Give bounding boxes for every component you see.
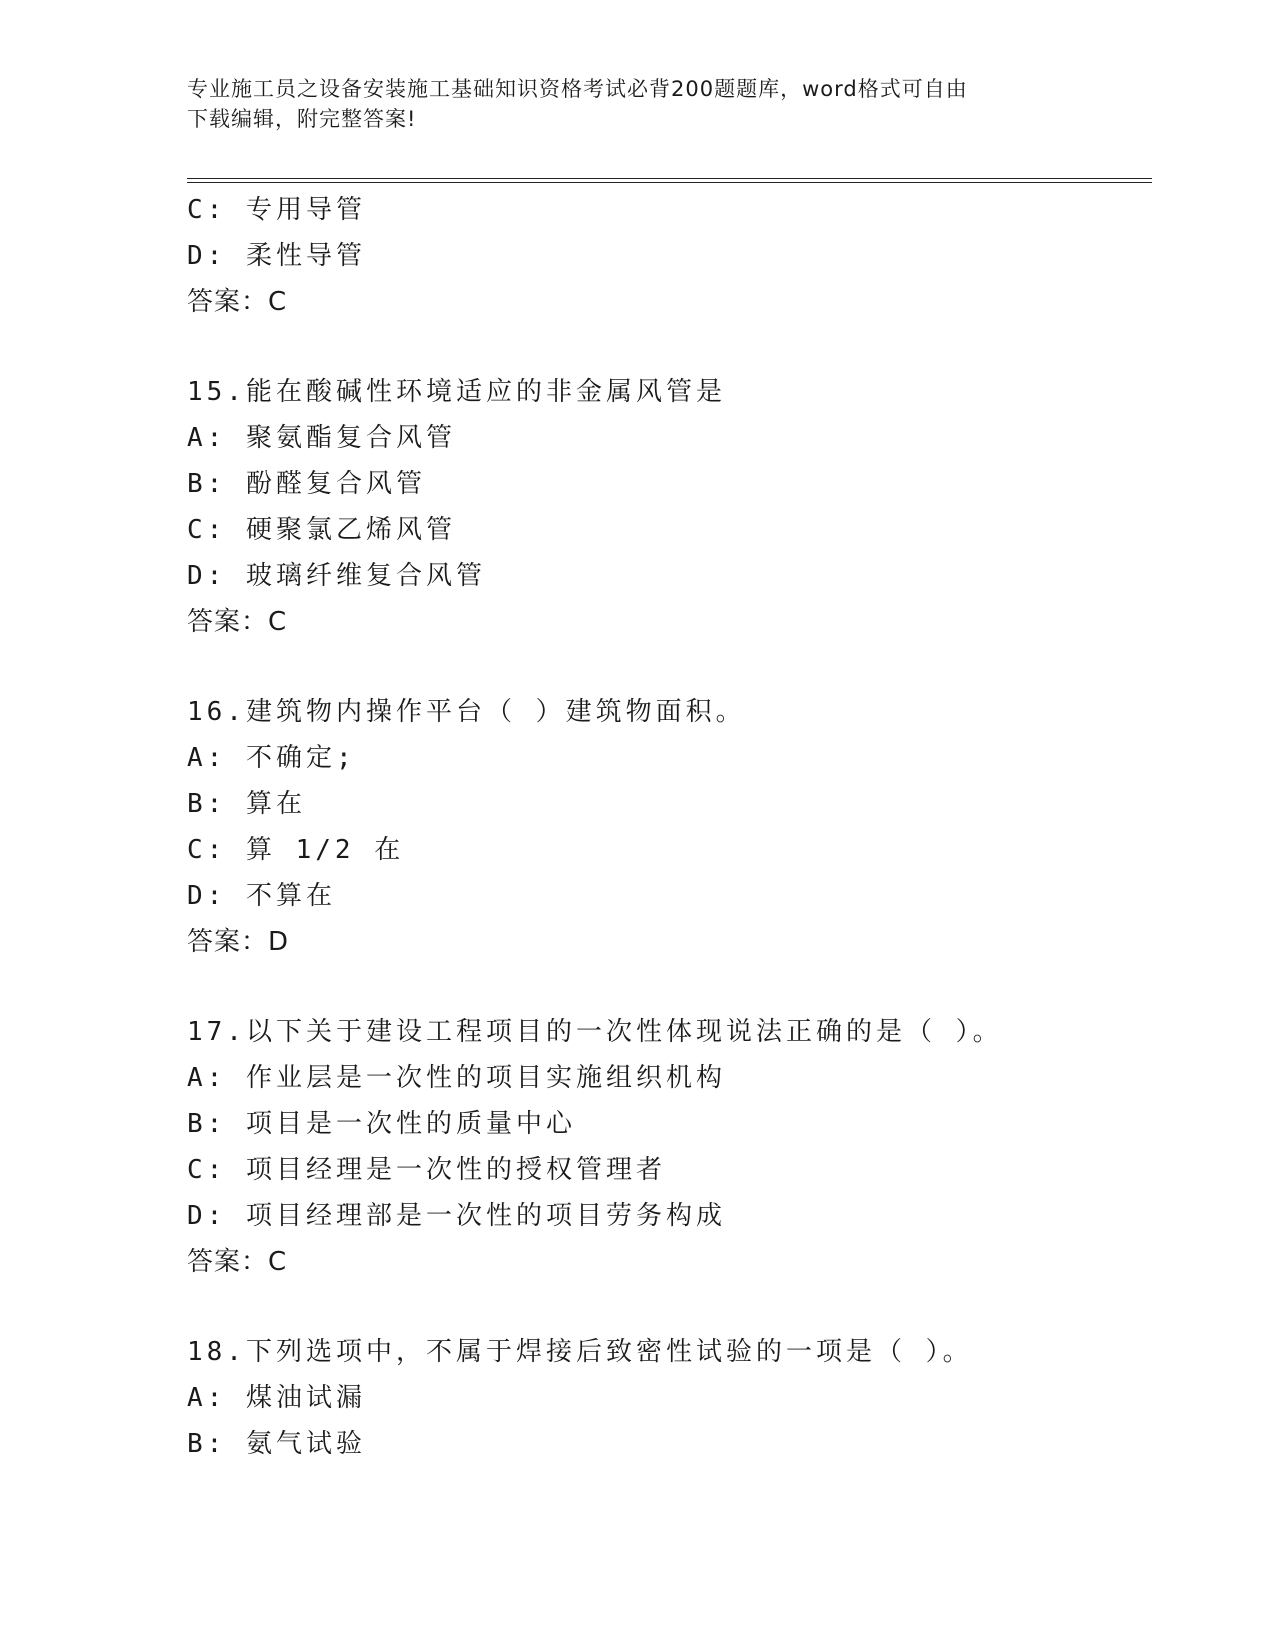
option-label: C: [187, 1155, 227, 1185]
question-number: 15. [187, 377, 246, 407]
option-text: 专用导管 [245, 195, 366, 225]
question-stem [187, 369, 1152, 415]
option-label: D: [187, 561, 227, 591]
question-text: 以下关于建设工程项目的一次性体现说法正确的是（ ）。 [245, 1017, 1003, 1047]
answer-line: 答案：D [187, 927, 290, 957]
option-text: 氨气试验 [245, 1429, 366, 1459]
option-c [187, 187, 1152, 233]
option-c [187, 827, 1152, 873]
question-stem [187, 1329, 1152, 1375]
option-label: C: [187, 515, 227, 545]
option-text: 玻璃纤维复合风管 [245, 561, 486, 591]
option-d [187, 553, 1152, 599]
option-b [187, 1101, 1152, 1147]
option-label: A: [187, 423, 227, 453]
option-d [187, 1193, 1152, 1239]
option-text: 柔性导管 [245, 241, 366, 271]
option-text: 作业层是一次性的项目实施组织机构 [245, 1063, 726, 1093]
header-title-line-2: 下载编辑，附完整答案! [187, 107, 417, 131]
answer-line: 答案：C [187, 287, 288, 317]
option-text: 算在 [245, 789, 306, 819]
option-label: D: [187, 241, 227, 271]
option-d [187, 233, 1152, 279]
option-b [187, 781, 1152, 827]
option-c [187, 1147, 1152, 1193]
option-label: C: [187, 835, 227, 865]
spacer [187, 325, 1152, 369]
spacer [187, 645, 1152, 689]
option-label: B: [187, 1429, 227, 1459]
option-text: 项目是一次性的质量中心 [245, 1109, 576, 1139]
option-label: C: [187, 195, 227, 225]
question-number: 17. [187, 1017, 246, 1047]
option-label: A: [187, 1383, 227, 1413]
option-label: B: [187, 1109, 227, 1139]
answer-line: 答案：C [187, 607, 288, 637]
header-divider [187, 178, 1152, 183]
option-label: B: [187, 469, 227, 499]
question-text: 建筑物内操作平台（ ）建筑物面积。 [245, 697, 746, 727]
option-b [187, 1421, 1152, 1467]
option-text: 酚醛复合风管 [245, 469, 426, 499]
option-a [187, 1375, 1152, 1421]
question-number: 18. [187, 1337, 246, 1367]
question-list [187, 187, 1152, 1467]
question-text: 下列选项中，不属于焊接后致密性试验的一项是（ ）。 [245, 1337, 973, 1367]
spacer [187, 965, 1152, 1009]
option-text: 项目经理部是一次性的项目劳务构成 [245, 1201, 726, 1231]
option-text: 不确定; [245, 743, 356, 773]
option-label: A: [187, 743, 227, 773]
option-a [187, 415, 1152, 461]
option-b [187, 461, 1152, 507]
option-label: B: [187, 789, 227, 819]
option-d [187, 873, 1152, 919]
header-title-line-1: 专业施工员之设备安装施工基础知识资格考试必背200题题库，word格式可自由 [187, 77, 968, 101]
option-a [187, 1055, 1152, 1101]
option-label: A: [187, 1063, 227, 1093]
option-text: 聚氨酯复合风管 [245, 423, 456, 453]
option-a [187, 735, 1152, 781]
question-stem [187, 689, 1152, 735]
option-text: 不算在 [245, 881, 336, 911]
option-label: D: [187, 1201, 227, 1231]
page-header [187, 74, 1067, 134]
question-text: 能在酸碱性环境适应的非金属风管是 [245, 377, 726, 407]
question-stem [187, 1009, 1152, 1055]
option-label: D: [187, 881, 227, 911]
answer-line: 答案：C [187, 1247, 288, 1277]
option-c [187, 507, 1152, 553]
question-number: 16. [187, 697, 246, 727]
option-text: 项目经理是一次性的授权管理者 [245, 1155, 666, 1185]
option-text: 算 1/2 在 [245, 835, 405, 865]
spacer [187, 1285, 1152, 1329]
option-text: 硬聚氯乙烯风管 [245, 515, 456, 545]
option-text: 煤油试漏 [245, 1383, 366, 1413]
